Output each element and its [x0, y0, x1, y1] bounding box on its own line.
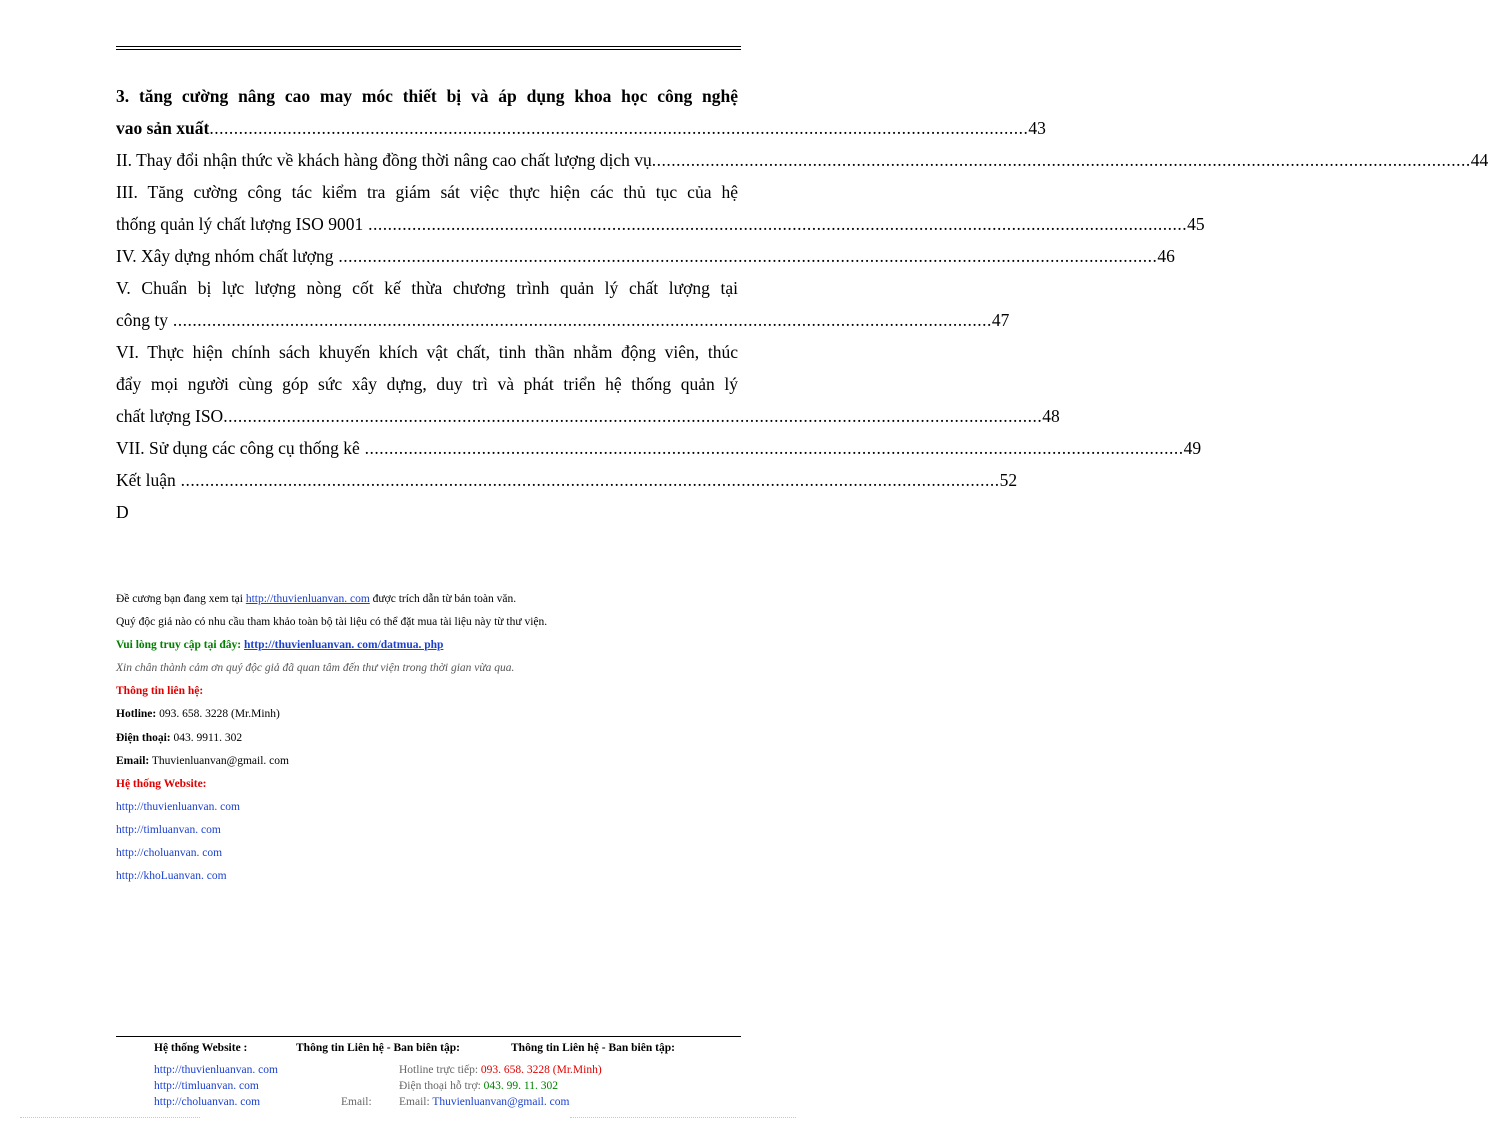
info-source-line [116, 588, 756, 611]
email-line [116, 750, 756, 773]
toc-conclusion-page: 52 [999, 470, 1018, 490]
toc-item-3-page: 43 [1028, 118, 1046, 138]
footer-hotline [399, 1062, 675, 1078]
footer-email-label: Email: [341, 1096, 372, 1108]
toc-item-vii [116, 432, 1202, 464]
toc-item-v-text: công ty [116, 310, 169, 330]
bottom-dotted-line-left [20, 1117, 200, 1118]
header-rule-bottom [116, 49, 741, 50]
footer-hotline-label: Hotline trực tiếp: [399, 1064, 481, 1076]
toc-item-ii [116, 144, 1488, 176]
phone-value: 043. 9911. 302 [170, 731, 243, 744]
hotline-value: 093. 658. 3228 (Mr.Minh) [156, 708, 280, 721]
toc-item-vi-line-2: đẩy mọi người cùng góp sức xây dựng, duy trì và phát triển hệ thống quản lý [116, 374, 738, 394]
header-rule-top [116, 46, 741, 47]
website-link[interactable]: http://khoLuanvan. com [116, 870, 227, 883]
toc-item-iv-page: 46 [1157, 246, 1175, 266]
toc-leader-dots: ........................................................................................................................................................................ [175, 470, 1000, 490]
phone-line [116, 727, 756, 750]
info-order-line: Quý độc giả nào có nhu cầu tham khảo toàn bộ tài liệu có thể đặt mua tài liệu này từ thư viện. [116, 616, 548, 629]
toc-item-vii-page: 49 [1183, 438, 1202, 458]
footer-phone-value: 043. 99. 11. 302 [483, 1080, 558, 1092]
toc-leader-dots: ........................................................................................................................................................................ [651, 150, 1471, 170]
toc-leader-dots: ........................................................................................................................................................................ [209, 118, 1029, 138]
toc-item-vii-text: VII. Sử dụng các công cụ thống kê [116, 438, 360, 458]
toc-leader-dots: ........................................................................................................................................................................ [168, 310, 992, 330]
toc-leader-dots: ........................................................................................................................................................................ [359, 438, 1184, 458]
footer-rule [116, 1036, 741, 1037]
info-access-label: Vui lòng truy cập tại đây: [116, 639, 245, 652]
footer-phone [399, 1078, 675, 1094]
email-label: Email: [116, 754, 150, 767]
info-source-link[interactable]: http://thuvienluanvan. com [245, 593, 370, 605]
footer-website-link[interactable]: http://choluanvan. com [154, 1096, 261, 1108]
footer-contact-heading: Thông tin Liên hệ - Ban biên tập: [296, 1042, 460, 1054]
toc-item-vi-line-1: VI. Thực hiện chính sách khuyến khích vật chất, tinh thần nhằm động viên, thúc [116, 342, 738, 362]
toc-item-vi-line-3 [116, 400, 1060, 432]
bottom-dotted-line-right [570, 1117, 796, 1118]
toc-item-3-line-1: 3. tăng cường nâng cao may móc thiết bị và áp dụng khoa học công nghệ [116, 86, 738, 106]
website-heading: Hệ thống Website: [116, 777, 207, 790]
footer-email-value[interactable]: Thuvienluanvan@gmail. com [432, 1096, 570, 1108]
website-link[interactable]: http://thuvienluanvan. com [116, 800, 240, 813]
info-thanks: Xin chân thành cảm ơn quý độc giả đã quan tâm đến thư viện trong thời gian vừa qua. [116, 662, 515, 675]
footer-email-label: Email: [399, 1096, 433, 1108]
hotline-label: Hotline: [116, 708, 157, 721]
toc-item-3-line-2 [116, 112, 1046, 144]
toc-item-iii-text: thống quản lý chất lượng ISO 9001 [116, 214, 364, 234]
library-info [116, 588, 756, 888]
info-access-line [116, 634, 756, 657]
toc-item-iv [116, 240, 1175, 272]
stray-letter: D [116, 502, 129, 522]
info-source-text: Đề cương bạn đang xem tại [116, 593, 246, 605]
info-access-link[interactable]: http://thuvienluanvan. com/datmua. php [244, 639, 444, 652]
toc-item-iii-line-1: III. Tăng cường công tác kiểm tra giám sát việc thực hiện các thủ tục của hệ [116, 182, 738, 202]
footer-email [399, 1094, 675, 1110]
toc-item-v-page: 47 [991, 310, 1010, 330]
contact-heading: Thông tin liên hệ: [116, 685, 204, 698]
toc-leader-dots: ........................................................................................................................................................................ [363, 214, 1188, 234]
toc-item-vi-text: chất lượng ISO [116, 406, 224, 426]
toc-item-ii-page: 44 [1470, 150, 1488, 170]
footer-websites [154, 1040, 278, 1110]
footer-contact-heading: Thông tin Liên hệ - Ban biên tập: [511, 1042, 675, 1054]
phone-label: Điện thoại: [116, 731, 171, 744]
toc-item-iii-page: 45 [1187, 214, 1205, 234]
email-value: Thuvienluanvan@gmail. com [149, 754, 289, 767]
table-of-contents [116, 80, 1488, 528]
toc-item-v-line-2 [116, 304, 1010, 336]
info-source-suffix: được trích dẫn từ bản toàn văn. [369, 593, 517, 605]
toc-item-iii-line-2 [116, 208, 1205, 240]
toc-item-v-line-1: V. Chuẩn bị lực lượng nòng cốt kế thừa chương trình quản lý chất lượng tại [116, 278, 738, 298]
footer-contact-right [399, 1040, 675, 1110]
toc-item-vi-page: 48 [1042, 406, 1060, 426]
footer-website-link[interactable]: http://timluanvan. com [154, 1080, 259, 1092]
toc-item-3-text: vao sản xuất [116, 118, 210, 138]
website-link[interactable]: http://choluanvan. com [116, 847, 223, 860]
website-link[interactable]: http://timluanvan. com [116, 823, 221, 836]
footer-websites-heading: Hệ thống Website : [154, 1042, 248, 1054]
toc-conclusion-text: Kết luận [116, 470, 176, 490]
toc-leader-dots: ........................................................................................................................................................................ [223, 406, 1043, 426]
footer-website-link[interactable]: http://thuvienluanvan. com [154, 1064, 278, 1076]
toc-item-iv-text: IV. Xây dựng nhóm chất lượng [116, 246, 334, 266]
toc-item-ii-text: II. Thay đổi nhận thức về khách hàng đồng thời nâng cao chất lượng dịch vụ [116, 150, 652, 170]
hotline-line [116, 703, 756, 726]
footer-phone-label: Điện thoại hỗ trợ: [399, 1080, 484, 1092]
toc-conclusion [116, 464, 1018, 496]
footer-hotline-value: 093. 658. 3228 (Mr.Minh) [480, 1064, 602, 1076]
toc-leader-dots: ........................................................................................................................................................................ [333, 246, 1158, 266]
